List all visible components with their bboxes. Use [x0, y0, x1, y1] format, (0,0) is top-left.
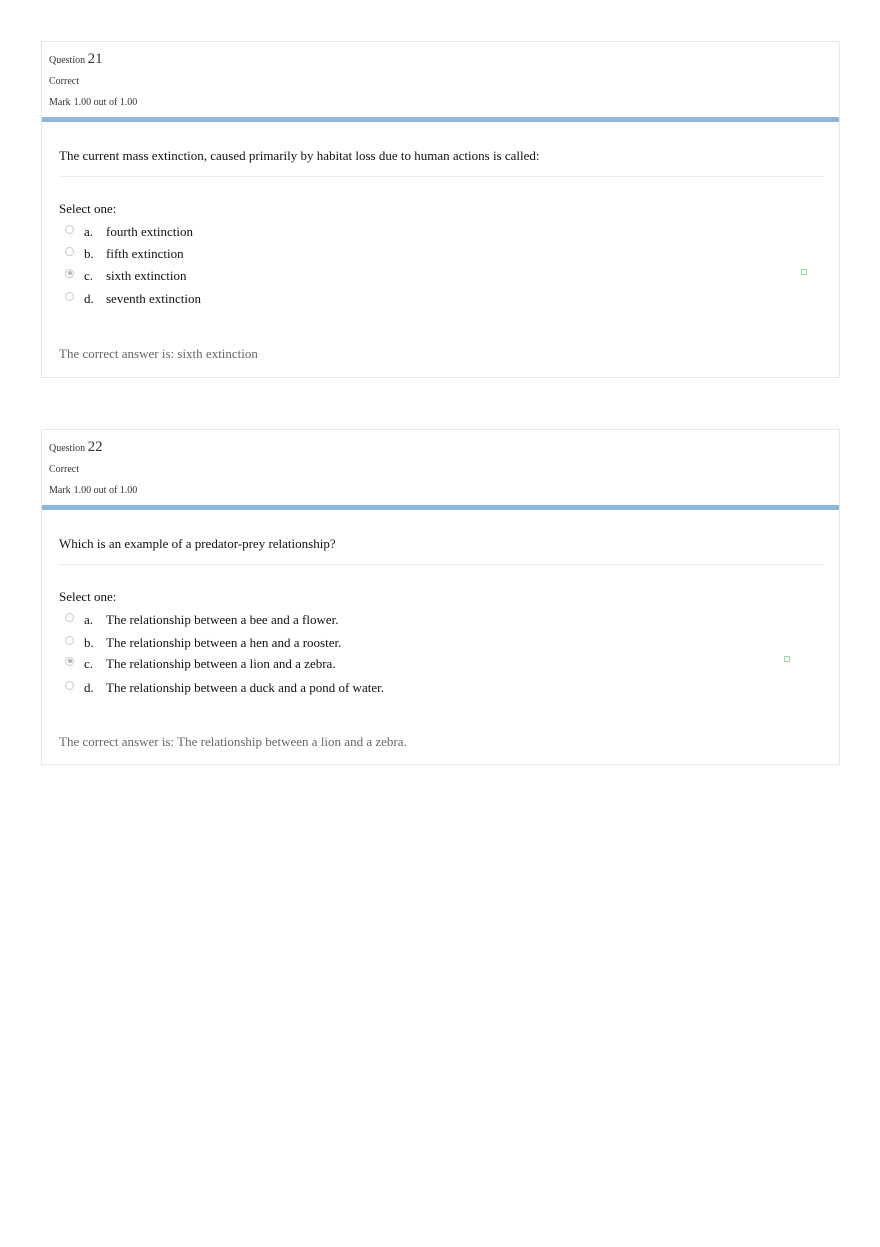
answer-option-c[interactable] — [65, 268, 187, 284]
mark-label: Mark — [49, 97, 71, 108]
answer-option-d[interactable] — [65, 680, 384, 696]
question-label: Question — [49, 443, 86, 454]
question-number: 21 — [87, 51, 103, 67]
answer-text: The relationship between a lion and a zebra. — [106, 656, 336, 671]
divider — [59, 176, 824, 177]
answer-letter: c. — [84, 656, 94, 671]
mark-value: 1.00 out of 1.00 — [73, 485, 138, 496]
answer-letter: d. — [84, 291, 94, 306]
answer-option-c[interactable] — [65, 656, 336, 672]
question-info — [42, 42, 839, 117]
mark-value: 1.00 out of 1.00 — [73, 97, 138, 108]
answer-text: The relationship between a bee and a flower. — [106, 612, 339, 627]
answer-letter: d. — [84, 680, 94, 695]
select-prompt: Select one: — [59, 201, 117, 216]
answer-option-a[interactable] — [65, 612, 338, 628]
question-content — [42, 122, 839, 377]
answer-letter: b. — [84, 635, 94, 650]
answer-option-a[interactable] — [65, 224, 193, 240]
question-card-22 — [41, 429, 840, 765]
answer-text: fourth extinction — [106, 224, 194, 239]
answer-letter: a. — [84, 224, 94, 239]
question-card-21 — [41, 41, 840, 378]
answer-text: seventh extinction — [106, 291, 201, 306]
question-info — [42, 430, 839, 505]
question-number-line — [49, 439, 103, 456]
radio-button[interactable] — [65, 292, 74, 301]
correct-feedback-icon — [784, 656, 790, 662]
answer-letter: b. — [84, 246, 94, 261]
question-state: Correct — [49, 464, 79, 475]
question-number-line — [49, 51, 103, 68]
correct-answer-text: The correct answer is: sixth extinction — [59, 346, 258, 361]
question-text: The current mass extinction, caused primarily by habitat loss due to human actions is called: — [59, 148, 540, 163]
select-prompt: Select one: — [59, 589, 117, 604]
divider — [59, 564, 824, 565]
answer-option-b[interactable] — [65, 246, 184, 262]
radio-button[interactable] — [65, 613, 74, 622]
answer-text: The relationship between a hen and a rooster. — [106, 635, 342, 650]
answer-option-d[interactable] — [65, 291, 201, 307]
question-label: Question — [49, 55, 86, 66]
radio-button-checked[interactable] — [65, 269, 74, 278]
radio-button[interactable] — [65, 681, 74, 690]
answer-text: sixth extinction — [106, 268, 187, 283]
question-text: Which is an example of a predator-prey relationship? — [59, 536, 336, 551]
radio-button[interactable] — [65, 636, 74, 645]
answer-letter: a. — [84, 612, 94, 627]
answer-text: fifth extinction — [106, 246, 184, 261]
question-grade — [49, 485, 140, 496]
radio-button[interactable] — [65, 225, 74, 234]
question-content — [42, 510, 839, 764]
answer-option-b[interactable] — [65, 635, 341, 651]
question-number: 22 — [87, 439, 103, 455]
correct-feedback-icon — [801, 269, 807, 275]
radio-button-checked[interactable] — [65, 657, 74, 666]
correct-answer-text: The correct answer is: The relationship between a lion and a zebra. — [59, 734, 407, 749]
question-grade — [49, 97, 140, 108]
question-state: Correct — [49, 76, 79, 87]
mark-label: Mark — [49, 485, 71, 496]
answer-letter: c. — [84, 268, 94, 283]
radio-button[interactable] — [65, 247, 74, 256]
answer-text: The relationship between a duck and a pond of water. — [106, 680, 384, 695]
